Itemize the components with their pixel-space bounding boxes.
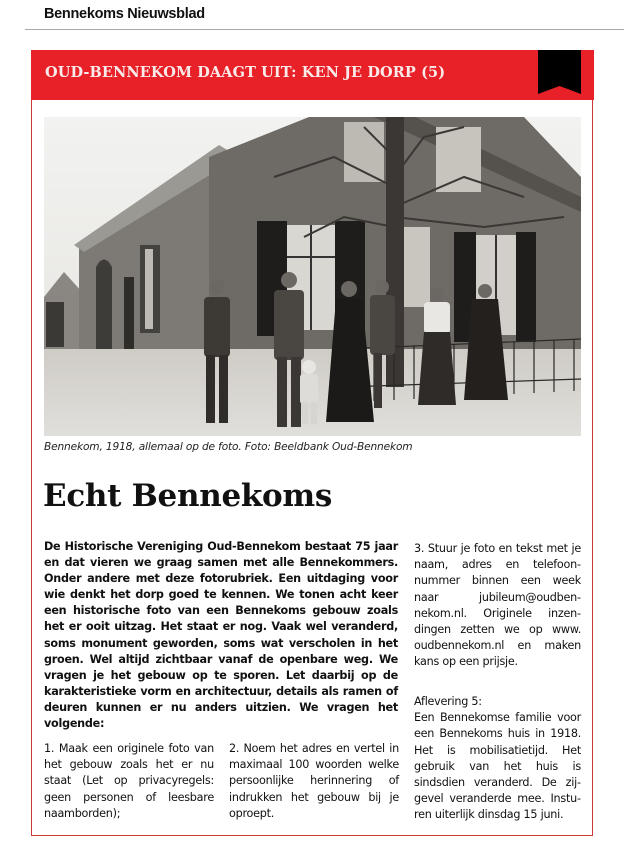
publication-name: Bennekoms Nieuwsblad — [44, 6, 205, 22]
photo-caption: Bennekom, 1918, allemaal op de foto. Foto: Beeldbank Oud-Bennekom — [44, 441, 413, 453]
step-3-text: 3. Stuur je foto en tekst met je naam, adres en telefoonnummer binnen een week naar jubileum@oudbennekom.nl. Originele inzendingen zetten we op www.​oudbennekom.nl en maken kans op een prijsje. — [414, 542, 581, 669]
header-divider — [25, 29, 624, 30]
article-headline: Echt Bennekoms — [43, 478, 333, 514]
episode-block — [414, 694, 581, 824]
step-1 — [44, 741, 214, 822]
step-3 — [414, 541, 581, 671]
step-1-text: 1. Maak een originele foto van het gebouw zoals het er nu staat (Let op privacyregels: geen personen of leesbare naamborden); — [44, 742, 214, 820]
historic-photo — [44, 117, 581, 436]
section-title: OUD-BENNEKOM DAAGT UIT: KEN JE DORP (5) — [45, 64, 446, 81]
episode-label: Aflevering 5: — [414, 695, 482, 708]
bookmark-icon — [538, 50, 581, 94]
photo-illustration — [44, 117, 581, 436]
step-2-text: 2. Noem het adres en vertel in maximaal 100 woorden welke persoonlijke herinnering of indrukken het gebouw bij je oproept. — [229, 742, 399, 820]
section-banner — [31, 50, 594, 100]
step-2 — [229, 741, 399, 822]
episode-text: Een Bennekomse familie voor een Bennekoms huis in 1918. Het is mobilisatietijd. Het gebruik van het huis is sindsdien veranderd. De zijgevel veranderde mee. Insturen uiterlijk dinsdag 15 juni. — [414, 711, 581, 822]
article-intro: De Historische Vereniging Oud-Bennekom bestaat 75 jaar en dat vieren we graag samen met alle Bennekommers. Onder andere met deze fotorubriek. Een uitdaging voor wie denkt het dorp goed te kennen. We tonen acht keer een historische foto van een Bennekoms gebouw zoals het er ooit uitzag. Het staat er nog. Vaak wel veranderd, soms monument geworden, soms wat verscholen in het groen. Wel altijd zichtbaar vanaf de openbare weg. We vragen je het gebouw op te sporen. Let daarbij op de karakteristieke vorm en architectuur, details als ramen of deuren kunnen er nu anders uitzien. We vragen het volgende: — [44, 540, 398, 731]
